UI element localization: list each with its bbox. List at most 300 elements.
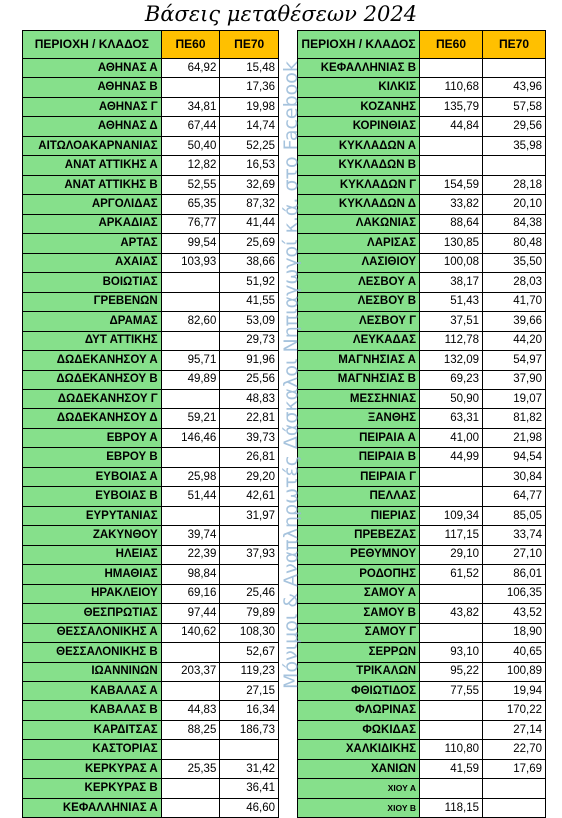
region-cell: ΚΙΛΚΙΣ bbox=[298, 78, 420, 97]
pe60-cell: 34,81 bbox=[161, 97, 220, 116]
pe70-cell: 36,41 bbox=[220, 779, 279, 798]
table-row bbox=[23, 292, 279, 311]
region-cell: ΑΝΑΤ ΑΤΤΙΚΗΣ Α bbox=[23, 156, 162, 175]
table-row bbox=[298, 428, 546, 447]
table-row bbox=[23, 623, 279, 642]
pe60-cell: 41,00 bbox=[420, 428, 483, 447]
pe70-cell: 43,52 bbox=[483, 604, 546, 623]
pe70-cell: 29,20 bbox=[220, 467, 279, 486]
region-cell: ΦΘΙΩΤΙΔΟΣ bbox=[298, 682, 420, 701]
pe70-cell: 106,35 bbox=[483, 584, 546, 603]
region-cell: ΛΑΡΙΣΑΣ bbox=[298, 234, 420, 253]
pe70-cell: 94,54 bbox=[483, 448, 546, 467]
pe60-cell: 140,62 bbox=[161, 623, 220, 642]
pe70-cell: 25,46 bbox=[220, 584, 279, 603]
pe60-cell: 29,10 bbox=[420, 545, 483, 564]
table-row bbox=[298, 351, 546, 370]
table-row bbox=[298, 312, 546, 331]
pe70-cell: 119,23 bbox=[220, 662, 279, 681]
pe70-cell: 100,89 bbox=[483, 662, 546, 681]
pe60-cell: 99,54 bbox=[161, 234, 220, 253]
table-row bbox=[298, 97, 546, 116]
pe60-cell: 44,84 bbox=[420, 117, 483, 136]
pe70-cell: 16,53 bbox=[220, 156, 279, 175]
region-cell: ΦΩΚΙΔΑΣ bbox=[298, 720, 420, 739]
table-row bbox=[23, 779, 279, 798]
region-cell: ΞΑΝΘΗΣ bbox=[298, 409, 420, 428]
pe60-cell: 82,60 bbox=[161, 312, 220, 331]
region-cell: ΜΕΣΣΗΝΙΑΣ bbox=[298, 389, 420, 408]
pe60-cell bbox=[161, 448, 220, 467]
pe60-cell: 77,55 bbox=[420, 682, 483, 701]
region-cell: ΣΑΜΟΥ Γ bbox=[298, 623, 420, 642]
pe60-cell bbox=[161, 389, 220, 408]
table-row bbox=[298, 331, 546, 350]
table-row bbox=[23, 798, 279, 817]
pe70-cell: 48,83 bbox=[220, 389, 279, 408]
table-row bbox=[23, 136, 279, 155]
table-header-row bbox=[23, 31, 279, 59]
table-row bbox=[298, 643, 546, 662]
pe70-cell: 108,30 bbox=[220, 623, 279, 642]
table-row bbox=[298, 156, 546, 175]
table-row bbox=[298, 623, 546, 642]
table-row bbox=[23, 370, 279, 389]
table-row bbox=[23, 195, 279, 214]
pe60-cell: 38,17 bbox=[420, 273, 483, 292]
pe60-cell bbox=[161, 779, 220, 798]
region-cell: ΚΑΒΑΛΑΣ Β bbox=[23, 701, 162, 720]
region-cell: ΠΡΕΒΕΖΑΣ bbox=[298, 526, 420, 545]
table-row bbox=[298, 292, 546, 311]
pe60-cell: 110,68 bbox=[420, 78, 483, 97]
pe60-cell: 63,31 bbox=[420, 409, 483, 428]
pe60-cell: 52,55 bbox=[161, 175, 220, 194]
pe70-cell: 37,90 bbox=[483, 370, 546, 389]
pe60-cell: 50,40 bbox=[161, 136, 220, 155]
region-cell: ΚΥΚΛΑΔΩΝ Α bbox=[298, 136, 420, 155]
pe60-cell: 132,09 bbox=[420, 351, 483, 370]
region-cell: ΚΥΚΛΑΔΩΝ Δ bbox=[298, 195, 420, 214]
pe60-cell bbox=[420, 59, 483, 78]
pe70-cell: 29,56 bbox=[483, 117, 546, 136]
table-row bbox=[23, 117, 279, 136]
region-cell: ΚΕΡΚΥΡΑΣ Β bbox=[23, 779, 162, 798]
pe60-cell: 88,64 bbox=[420, 214, 483, 233]
pe70-cell: 53,09 bbox=[220, 312, 279, 331]
pe70-cell: 41,44 bbox=[220, 214, 279, 233]
table-row bbox=[23, 97, 279, 116]
pe70-cell: 32,69 bbox=[220, 175, 279, 194]
header-pe70: ΠΕ70 bbox=[483, 31, 546, 59]
table-header-row bbox=[298, 31, 546, 59]
pe60-cell bbox=[420, 487, 483, 506]
region-cell: ΔΩΔΕΚΑΝΗΣΟΥ Γ bbox=[23, 389, 162, 408]
pe70-cell bbox=[220, 565, 279, 584]
region-cell: ΔΩΔΕΚΑΝΗΣΟΥ Α bbox=[23, 351, 162, 370]
bases-table-right bbox=[297, 30, 546, 818]
pe70-cell: 35,98 bbox=[483, 136, 546, 155]
table-row bbox=[298, 59, 546, 78]
table-row bbox=[23, 175, 279, 194]
pe60-cell: 50,90 bbox=[420, 389, 483, 408]
pe60-cell: 69,16 bbox=[161, 584, 220, 603]
pe70-cell: 51,92 bbox=[220, 273, 279, 292]
pe60-cell: 67,44 bbox=[161, 117, 220, 136]
table-row bbox=[23, 545, 279, 564]
pe70-cell: 25,56 bbox=[220, 370, 279, 389]
region-cell: ΣΑΜΟΥ Β bbox=[298, 604, 420, 623]
table-row bbox=[298, 467, 546, 486]
pe60-cell: 112,78 bbox=[420, 331, 483, 350]
pe60-cell: 61,52 bbox=[420, 565, 483, 584]
pe70-cell: 17,69 bbox=[483, 759, 546, 778]
pe70-cell: 22,81 bbox=[220, 409, 279, 428]
region-cell: ΡΟΔΟΠΗΣ bbox=[298, 565, 420, 584]
pe60-cell: 51,43 bbox=[420, 292, 483, 311]
region-cell: ΔΩΔΕΚΑΝΗΣΟΥ Δ bbox=[23, 409, 162, 428]
region-cell: ΓΡΕΒΕΝΩΝ bbox=[23, 292, 162, 311]
pe60-cell: 135,79 bbox=[420, 97, 483, 116]
pe60-cell bbox=[420, 720, 483, 739]
region-cell: ΕΒΡΟΥ Β bbox=[23, 448, 162, 467]
region-cell: ΗΡΑΚΛΕΙΟΥ bbox=[23, 584, 162, 603]
pe70-cell: 38,66 bbox=[220, 253, 279, 272]
pe60-cell bbox=[420, 623, 483, 642]
pe70-cell: 85,05 bbox=[483, 506, 546, 525]
region-cell: ΑΧΑΙΑΣ bbox=[23, 253, 162, 272]
region-cell: ΦΛΩΡΙΝΑΣ bbox=[298, 701, 420, 720]
region-cell: ΛΑΚΩΝΙΑΣ bbox=[298, 214, 420, 233]
region-cell: ΧΑΛΚΙΔΙΚΗΣ bbox=[298, 740, 420, 759]
pe70-cell: 26,81 bbox=[220, 448, 279, 467]
table-row bbox=[298, 175, 546, 194]
pe60-cell: 51,44 bbox=[161, 487, 220, 506]
region-cell: ΑΡΤΑΣ bbox=[23, 234, 162, 253]
pe70-cell bbox=[483, 779, 546, 798]
pe60-cell bbox=[420, 584, 483, 603]
pe60-cell: 95,22 bbox=[420, 662, 483, 681]
pe70-cell: 17,36 bbox=[220, 78, 279, 97]
region-cell: ΒΟΙΩΤΙΑΣ bbox=[23, 273, 162, 292]
pe70-cell: 15,48 bbox=[220, 59, 279, 78]
table-row bbox=[23, 682, 279, 701]
pe60-cell: 12,82 bbox=[161, 156, 220, 175]
table-row bbox=[23, 526, 279, 545]
header-pe60: ΠΕ60 bbox=[161, 31, 220, 59]
table-row bbox=[23, 467, 279, 486]
region-cell: ΗΛΕΙΑΣ bbox=[23, 545, 162, 564]
pe70-cell: 27,10 bbox=[483, 545, 546, 564]
pe60-cell bbox=[161, 798, 220, 817]
pe60-cell: 97,44 bbox=[161, 604, 220, 623]
region-cell: ΠΕΙΡΑΙΑ Α bbox=[298, 428, 420, 447]
pe60-cell: 98,84 bbox=[161, 565, 220, 584]
pe70-cell: 22,70 bbox=[483, 740, 546, 759]
pe70-cell: 31,42 bbox=[220, 759, 279, 778]
region-cell: ΤΡΙΚΑΛΩΝ bbox=[298, 662, 420, 681]
pe60-cell bbox=[161, 643, 220, 662]
table-row bbox=[298, 779, 546, 798]
pe60-cell: 41,59 bbox=[420, 759, 483, 778]
pe70-cell: 21,98 bbox=[483, 428, 546, 447]
pe70-cell: 81,82 bbox=[483, 409, 546, 428]
pe60-cell: 109,34 bbox=[420, 506, 483, 525]
pe70-cell: 19,98 bbox=[220, 97, 279, 116]
table-row bbox=[298, 526, 546, 545]
table-row bbox=[298, 701, 546, 720]
region-cell: ΚΕΡΚΥΡΑΣ Α bbox=[23, 759, 162, 778]
table-row bbox=[298, 214, 546, 233]
table-row bbox=[23, 759, 279, 778]
region-cell: ΔΡΑΜΑΣ bbox=[23, 312, 162, 331]
region-cell: ΔΩΔΕΚΑΝΗΣΟΥ Β bbox=[23, 370, 162, 389]
region-cell: ΚΑΒΑΛΑΣ Α bbox=[23, 682, 162, 701]
table-row bbox=[23, 643, 279, 662]
pe60-cell: 88,25 bbox=[161, 720, 220, 739]
pe70-cell: 39,73 bbox=[220, 428, 279, 447]
region-cell: ΕΒΡΟΥ Α bbox=[23, 428, 162, 447]
region-cell: ΑΘΗΝΑΣ Α bbox=[23, 59, 162, 78]
table-row bbox=[23, 389, 279, 408]
pe60-cell: 76,77 bbox=[161, 214, 220, 233]
table-row bbox=[23, 331, 279, 350]
pe70-cell: 41,55 bbox=[220, 292, 279, 311]
pe60-cell: 69,23 bbox=[420, 370, 483, 389]
pe70-cell: 27,14 bbox=[483, 720, 546, 739]
pe60-cell bbox=[161, 273, 220, 292]
pe60-cell bbox=[161, 506, 220, 525]
region-cell: ΚΟΡΙΝΘΙΑΣ bbox=[298, 117, 420, 136]
pe70-cell: 14,74 bbox=[220, 117, 279, 136]
pe60-cell: 110,80 bbox=[420, 740, 483, 759]
region-cell: ΑΡΓΟΛΙΔΑΣ bbox=[23, 195, 162, 214]
region-cell: ΡΕΘΥΜΝΟΥ bbox=[298, 545, 420, 564]
region-cell: ΜΑΓΝΗΣΙΑΣ Α bbox=[298, 351, 420, 370]
table-row bbox=[23, 701, 279, 720]
pe70-cell: 170,22 bbox=[483, 701, 546, 720]
pe70-cell bbox=[483, 156, 546, 175]
region-cell: ΚΑΡΔΙΤΣΑΣ bbox=[23, 720, 162, 739]
table-row bbox=[298, 117, 546, 136]
header-region: ΠΕΡΙΟΧΗ / ΚΛΑΔΟΣ bbox=[23, 31, 162, 59]
table-row bbox=[298, 584, 546, 603]
pe60-cell: 95,71 bbox=[161, 351, 220, 370]
table-row bbox=[298, 389, 546, 408]
pe70-cell: 84,38 bbox=[483, 214, 546, 233]
pe60-cell bbox=[161, 78, 220, 97]
pe60-cell: 100,08 bbox=[420, 253, 483, 272]
region-cell: ΚΥΚΛΑΔΩΝ Γ bbox=[298, 175, 420, 194]
pe70-cell: 25,69 bbox=[220, 234, 279, 253]
region-cell: ΘΕΣΣΑΛΟΝΙΚΗΣ Α bbox=[23, 623, 162, 642]
region-cell: ΣΑΜΟΥ Α bbox=[298, 584, 420, 603]
region-cell: ΖΑΚΥΝΘΟΥ bbox=[23, 526, 162, 545]
table-row bbox=[23, 234, 279, 253]
pe60-cell bbox=[420, 701, 483, 720]
header-region: ΠΕΡΙΟΧΗ / ΚΛΑΔΟΣ bbox=[298, 31, 420, 59]
pe70-cell: 52,25 bbox=[220, 136, 279, 155]
table-row bbox=[298, 565, 546, 584]
pe60-cell: 146,46 bbox=[161, 428, 220, 447]
table-row bbox=[23, 720, 279, 739]
table-row bbox=[23, 409, 279, 428]
region-cell: ΧΙΟΥ Β bbox=[298, 798, 420, 817]
region-cell: ΑΙΤΩΛΟΑΚΑΡΝΑΝΙΑΣ bbox=[23, 136, 162, 155]
pe60-cell bbox=[161, 292, 220, 311]
pe60-cell: 65,35 bbox=[161, 195, 220, 214]
region-cell: ΚΑΣΤΟΡΙΑΣ bbox=[23, 740, 162, 759]
pe70-cell bbox=[483, 798, 546, 817]
pe70-cell: 80,48 bbox=[483, 234, 546, 253]
table-row bbox=[23, 448, 279, 467]
pe60-cell: 37,51 bbox=[420, 312, 483, 331]
table-row bbox=[298, 78, 546, 97]
pe70-cell: 79,89 bbox=[220, 604, 279, 623]
pe70-cell: 41,70 bbox=[483, 292, 546, 311]
pe70-cell: 86,01 bbox=[483, 565, 546, 584]
pe70-cell: 91,96 bbox=[220, 351, 279, 370]
region-cell: ΠΙΕΡΙΑΣ bbox=[298, 506, 420, 525]
pe70-cell: 46,60 bbox=[220, 798, 279, 817]
pe70-cell: 54,97 bbox=[483, 351, 546, 370]
pe60-cell: 44,99 bbox=[420, 448, 483, 467]
pe60-cell: 203,37 bbox=[161, 662, 220, 681]
pe70-cell: 37,93 bbox=[220, 545, 279, 564]
table-row bbox=[298, 662, 546, 681]
region-cell: ΧΑΝΙΩΝ bbox=[298, 759, 420, 778]
table-row bbox=[298, 545, 546, 564]
region-cell: ΠΕΙΡΑΙΑ Γ bbox=[298, 467, 420, 486]
table-row bbox=[298, 487, 546, 506]
pe60-cell: 25,35 bbox=[161, 759, 220, 778]
region-cell: ΛΕΣΒΟΥ Β bbox=[298, 292, 420, 311]
pe60-cell: 44,83 bbox=[161, 701, 220, 720]
pe60-cell: 33,82 bbox=[420, 195, 483, 214]
table-row bbox=[23, 487, 279, 506]
pe70-cell: 39,66 bbox=[483, 312, 546, 331]
pe70-cell: 42,61 bbox=[220, 487, 279, 506]
pe70-cell: 28,18 bbox=[483, 175, 546, 194]
region-cell: ΧΙΟΥ Α bbox=[298, 779, 420, 798]
region-cell: ΚΥΚΛΑΔΩΝ Β bbox=[298, 156, 420, 175]
pe70-cell: 33,74 bbox=[483, 526, 546, 545]
pe70-cell: 35,50 bbox=[483, 253, 546, 272]
region-cell: ΚΕΦΑΛΛΗΝΙΑΣ Β bbox=[298, 59, 420, 78]
table-row bbox=[23, 351, 279, 370]
pe60-cell: 118,15 bbox=[420, 798, 483, 817]
pe70-cell: 44,20 bbox=[483, 331, 546, 350]
pe60-cell: 93,10 bbox=[420, 643, 483, 662]
table-row bbox=[23, 59, 279, 78]
region-cell: ΕΥΒΟΙΑΣ Β bbox=[23, 487, 162, 506]
pe60-cell: 117,15 bbox=[420, 526, 483, 545]
region-cell: ΑΝΑΤ ΑΤΤΙΚΗΣ Β bbox=[23, 175, 162, 194]
table-row bbox=[298, 409, 546, 428]
bases-table-left bbox=[22, 30, 279, 818]
region-cell: ΛΕΥΚΑΔΑΣ bbox=[298, 331, 420, 350]
table-row bbox=[298, 234, 546, 253]
region-cell: ΑΡΚΑΔΙΑΣ bbox=[23, 214, 162, 233]
region-cell: ΕΥΡΥΤΑΝΙΑΣ bbox=[23, 506, 162, 525]
pe60-cell: 130,85 bbox=[420, 234, 483, 253]
region-cell: ΔΥΤ ΑΤΤΙΚΗΣ bbox=[23, 331, 162, 350]
region-cell: ΜΑΓΝΗΣΙΑΣ Β bbox=[298, 370, 420, 389]
pe70-cell bbox=[483, 59, 546, 78]
table-row bbox=[298, 740, 546, 759]
region-cell: ΙΩΑΝΝΙΝΩΝ bbox=[23, 662, 162, 681]
table-row bbox=[298, 253, 546, 272]
table-row bbox=[23, 273, 279, 292]
table-row bbox=[298, 720, 546, 739]
table-row bbox=[23, 584, 279, 603]
pe70-cell: 57,58 bbox=[483, 97, 546, 116]
region-cell: ΛΑΣΙΘΙΟΥ bbox=[298, 253, 420, 272]
region-cell: ΘΕΣΣΑΛΟΝΙΚΗΣ Β bbox=[23, 643, 162, 662]
table-row bbox=[23, 604, 279, 623]
pe60-cell bbox=[420, 136, 483, 155]
region-cell: ΕΥΒΟΙΑΣ Α bbox=[23, 467, 162, 486]
table-row bbox=[298, 759, 546, 778]
pe60-cell: 25,98 bbox=[161, 467, 220, 486]
table-row bbox=[298, 682, 546, 701]
region-cell: ΛΕΣΒΟΥ Γ bbox=[298, 312, 420, 331]
pe60-cell: 103,93 bbox=[161, 253, 220, 272]
region-cell: ΑΘΗΝΑΣ Γ bbox=[23, 97, 162, 116]
pe60-cell: 49,89 bbox=[161, 370, 220, 389]
table-row bbox=[23, 214, 279, 233]
pe60-cell bbox=[420, 156, 483, 175]
pe60-cell: 43,82 bbox=[420, 604, 483, 623]
pe60-cell: 22,39 bbox=[161, 545, 220, 564]
pe60-cell bbox=[161, 740, 220, 759]
table-row bbox=[23, 662, 279, 681]
table-row bbox=[298, 798, 546, 817]
region-cell: ΠΕΙΡΑΙΑ Β bbox=[298, 448, 420, 467]
pe70-cell: 43,96 bbox=[483, 78, 546, 97]
pe70-cell: 18,90 bbox=[483, 623, 546, 642]
pe70-cell bbox=[220, 526, 279, 545]
region-cell: ΚΕΦΑΛΛΗΝΙΑΣ Α bbox=[23, 798, 162, 817]
sheet-title: Βάσεις μεταθέσεων 2024 bbox=[144, 2, 418, 26]
table-row bbox=[298, 604, 546, 623]
pe70-cell bbox=[220, 740, 279, 759]
pe60-cell: 59,21 bbox=[161, 409, 220, 428]
table-row bbox=[298, 370, 546, 389]
pe70-cell: 52,67 bbox=[220, 643, 279, 662]
region-cell: ΚΟΖΑΝΗΣ bbox=[298, 97, 420, 116]
table-row bbox=[23, 740, 279, 759]
table-row bbox=[23, 253, 279, 272]
region-cell: ΗΜΑΘΙΑΣ bbox=[23, 565, 162, 584]
pe70-cell: 64,77 bbox=[483, 487, 546, 506]
pe70-cell: 27,15 bbox=[220, 682, 279, 701]
region-cell: ΠΕΛΛΑΣ bbox=[298, 487, 420, 506]
pe70-cell: 28,03 bbox=[483, 273, 546, 292]
table-row bbox=[298, 195, 546, 214]
table-row bbox=[23, 78, 279, 97]
table-row bbox=[23, 312, 279, 331]
region-cell: ΣΕΡΡΩΝ bbox=[298, 643, 420, 662]
region-cell: ΘΕΣΠΡΩΤΙΑΣ bbox=[23, 604, 162, 623]
header-pe70: ΠΕ70 bbox=[220, 31, 279, 59]
table-row bbox=[23, 156, 279, 175]
pe70-cell: 40,65 bbox=[483, 643, 546, 662]
table-row bbox=[23, 428, 279, 447]
region-cell: ΑΘΗΝΑΣ Δ bbox=[23, 117, 162, 136]
pe70-cell: 186,73 bbox=[220, 720, 279, 739]
table-row bbox=[298, 273, 546, 292]
